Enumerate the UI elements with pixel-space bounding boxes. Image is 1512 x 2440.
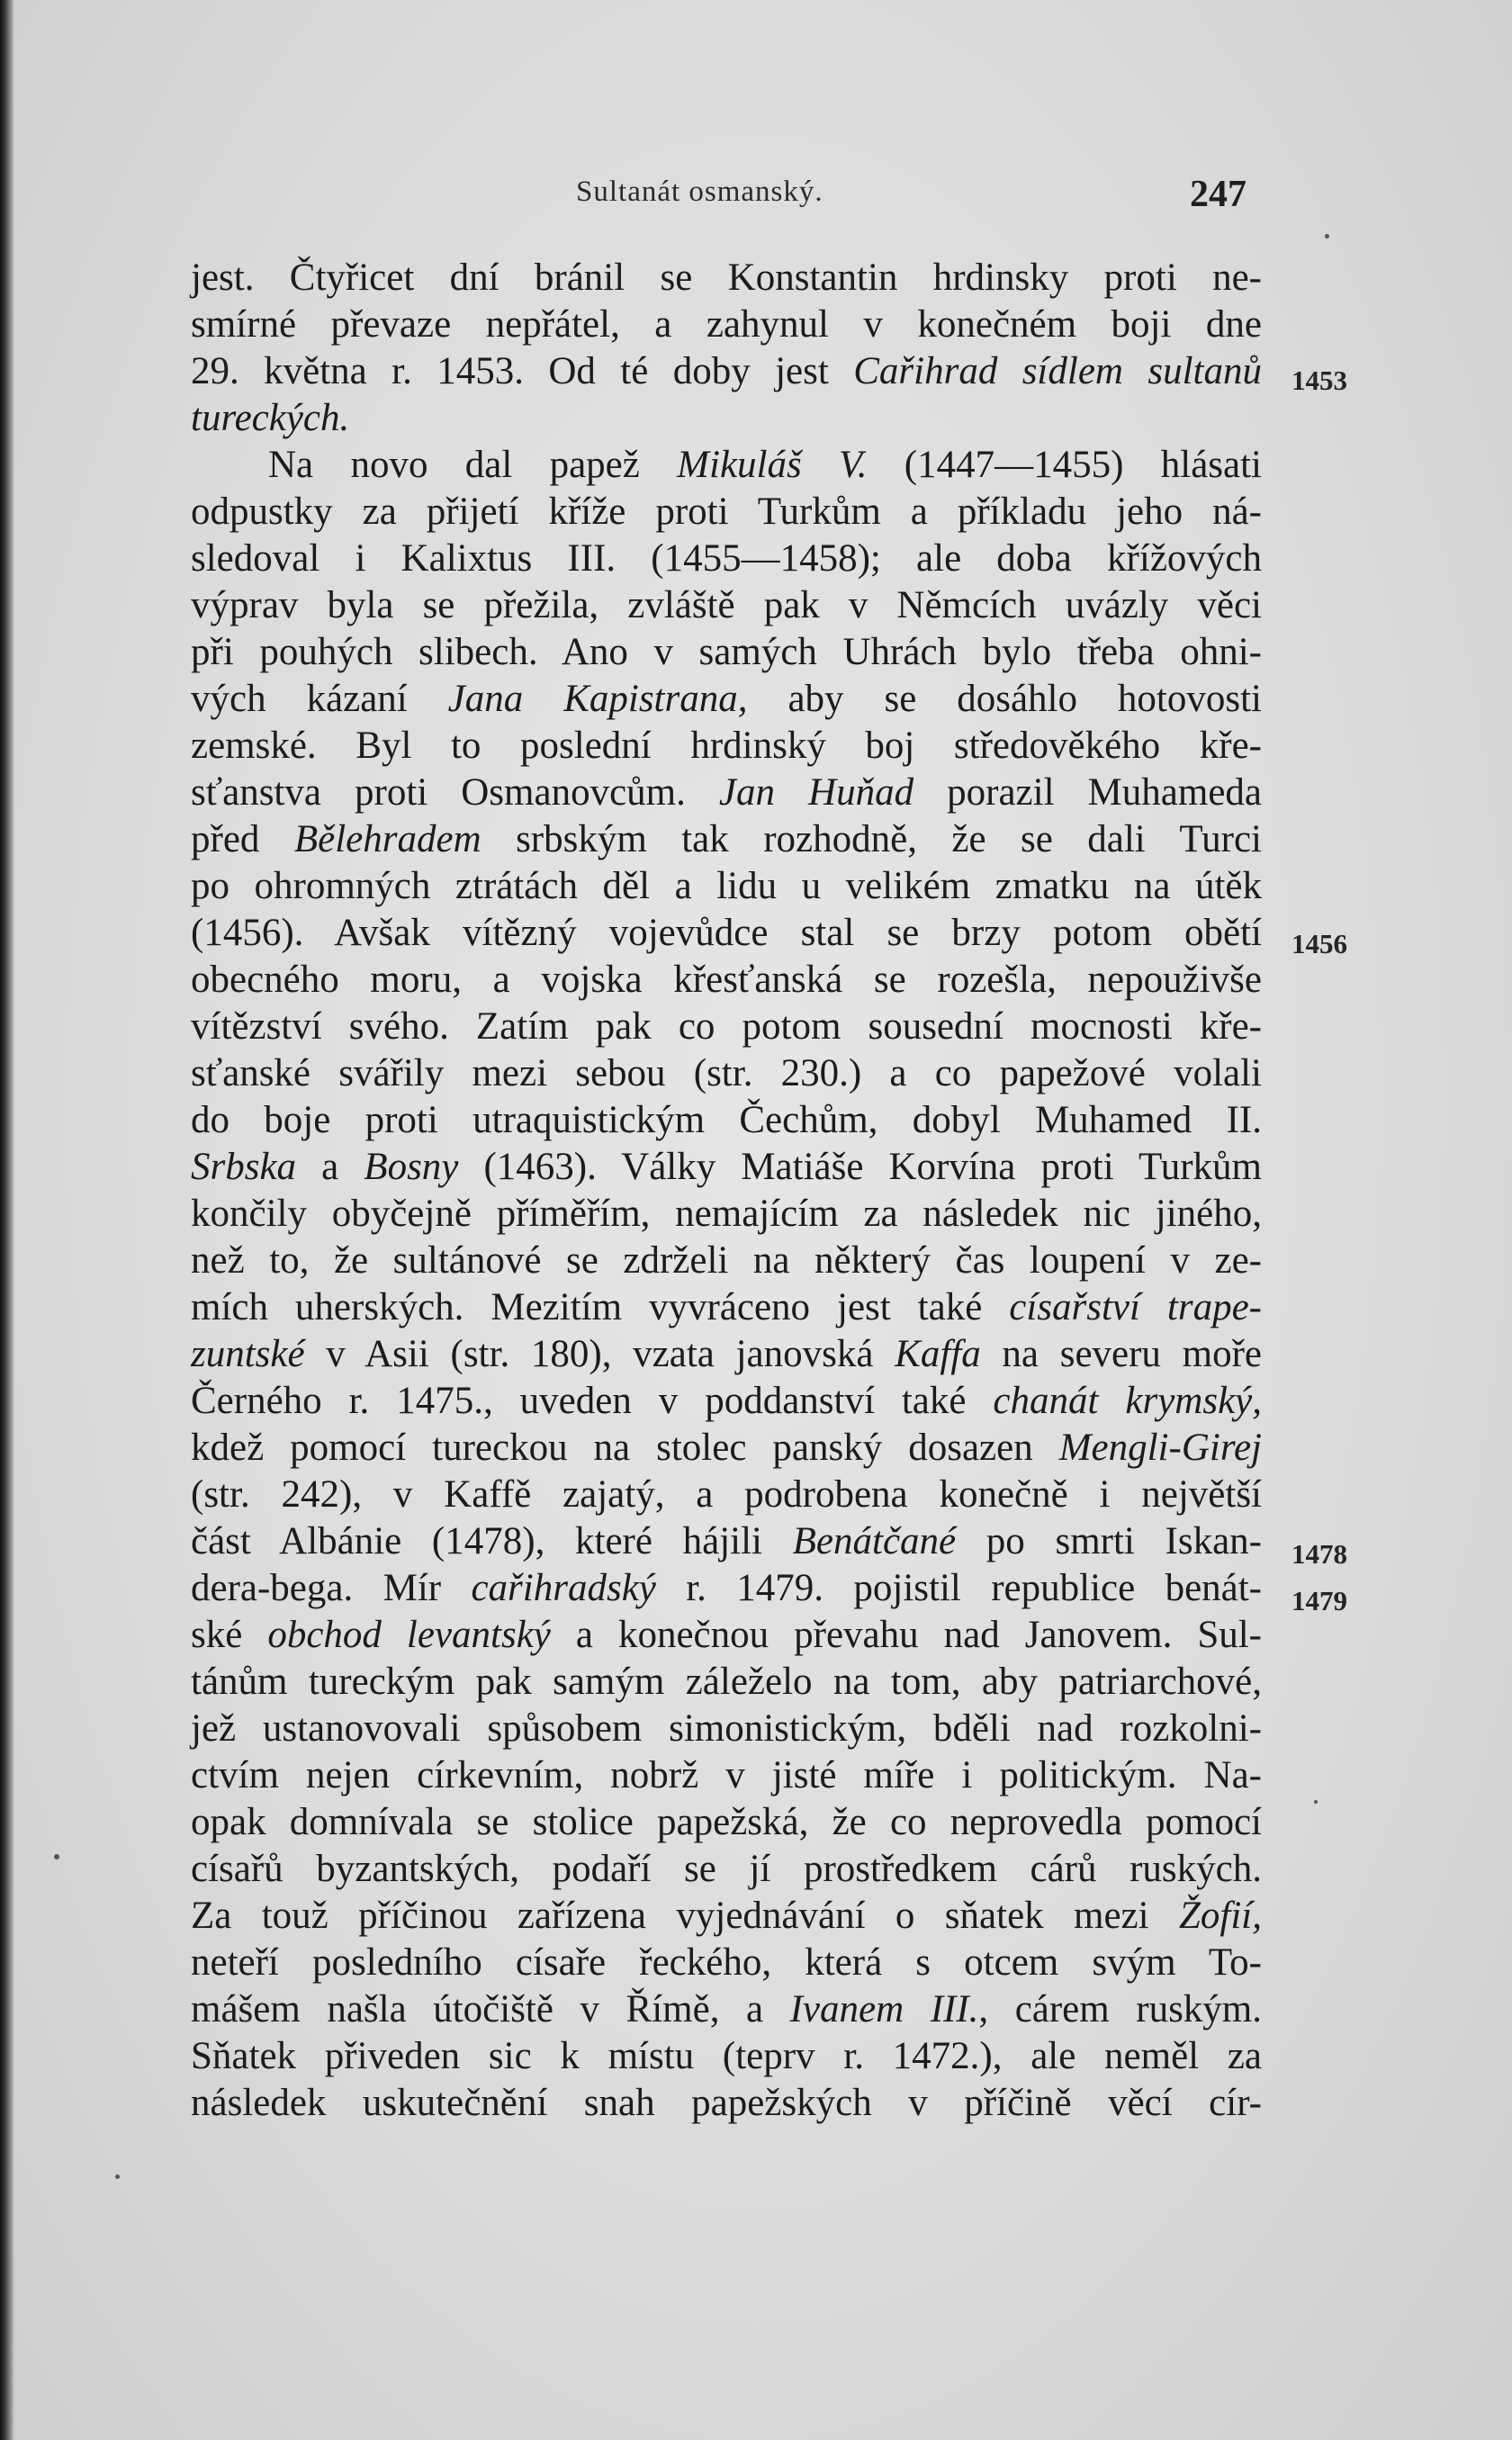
- text-line: [191, 1472, 1262, 1518]
- text-segment: vítězství svého. Zatím pak co potom sousední mocnosti kře-: [191, 1005, 1262, 1048]
- text-segment: na severu moře: [980, 1333, 1262, 1375]
- text-segment: následek uskutečnění snah papežských v příčině věcí cír-: [191, 2082, 1262, 2124]
- italic-term: Mikuláš V.: [677, 444, 868, 486]
- italic-term: Mengli-Girej: [1058, 1427, 1262, 1469]
- text-line: [191, 863, 1262, 910]
- text-line: [191, 1425, 1262, 1472]
- text-line: [191, 302, 1262, 348]
- text-line: [191, 723, 1262, 770]
- text-segment: opak domnívala se stolice papežská, že co neprovedla pomocí: [191, 1801, 1262, 1843]
- text-line: [191, 957, 1262, 1004]
- italic-term: Jana Kapistrana,: [447, 678, 748, 720]
- text-line: [191, 1144, 1262, 1191]
- italic-term: Srbska: [191, 1146, 297, 1188]
- text-line: [191, 1050, 1262, 1097]
- text-line: [191, 1706, 1262, 1752]
- text-segment: vých kázaní: [191, 678, 448, 720]
- page-binding-edge: [0, 0, 14, 2440]
- text-line: [191, 255, 1262, 302]
- text-segment: (1447—1455) hlásati: [867, 444, 1262, 486]
- text-segment: po ohromných ztrátách děl a lidu u velikém zmatku na útěk: [191, 865, 1262, 907]
- margin-year: 1479: [1292, 1585, 1347, 1616]
- text-line: [191, 442, 1262, 489]
- text-segment: ské: [191, 1614, 268, 1656]
- italic-term: cařihradský: [471, 1567, 656, 1609]
- text-segment: Na novo dal papež: [268, 444, 678, 486]
- text-segment: smírné převaze nepřátel, a zahynul v konečném boji dne: [191, 303, 1262, 346]
- text-segment: Sňatek přiveden sic k místu (teprv r. 1472.), ale neměl za: [191, 2035, 1262, 2077]
- text-segment: ctvím nejen církevním, nobrž v jisté míře i politickým. Na-: [191, 1754, 1262, 1796]
- text-segment: obecného moru, a vojska křesťanská se rozešla, nepouživše: [191, 959, 1262, 1001]
- text-segment: (1456). Avšak vítězný vojevůdce stal se brzy potom obětí: [191, 912, 1262, 954]
- text-line: [191, 1799, 1262, 1846]
- italic-term: Jan Huňad: [718, 771, 914, 814]
- italic-term: obchod levantský: [267, 1614, 551, 1656]
- text-line: [191, 582, 1262, 629]
- text-segment: aby se dosáhlo hotovosti: [747, 678, 1262, 720]
- text-segment: tánům tureckým pak samým záleželo na tom, aby patriarchové,: [191, 1661, 1262, 1703]
- text-segment: mášem našla útočiště v Římě, a: [191, 1988, 790, 2030]
- text-segment: při pouhých slibech. Ano v samých Uhrách bylo třeba ohni-: [191, 631, 1262, 673]
- margin-year: 1478: [1292, 1538, 1347, 1570]
- running-head: Sultanát osmanský.: [576, 176, 824, 208]
- text-line: [191, 910, 1262, 957]
- italic-term: Bělehradem: [293, 818, 482, 860]
- scan-speck: [54, 1854, 59, 1859]
- italic-term: Bosny: [364, 1146, 459, 1188]
- italic-term: zuntské: [191, 1333, 305, 1375]
- text-segment: neteří posledního císaře řeckého, která s otcem svým To-: [191, 1941, 1262, 1984]
- text-segment: jež ustanovovali spůsobem simonistickým, bděli nad rozkolni-: [191, 1707, 1262, 1750]
- scan-speck: [1325, 234, 1329, 239]
- text-segment: sťanské svářily mezi sebou (str. 230.) a co papežové volali: [191, 1052, 1262, 1094]
- italic-term: chanát krymský,: [993, 1380, 1262, 1422]
- page-number: 247: [1190, 174, 1246, 215]
- text-segment: zemské. Byl to poslední hrdinský boj středověkého kře-: [191, 725, 1262, 767]
- text-line: [191, 816, 1262, 863]
- text-segment: r. 1479. pojistil republice benát-: [655, 1567, 1263, 1609]
- italic-term: Cařihrad sídlem sultanů: [853, 350, 1262, 392]
- text-line: [191, 348, 1262, 395]
- text-segment: císařů byzantských, podaří se jí prostředkem cárů ruských.: [191, 1848, 1262, 1890]
- text-segment: mích uherských. Mezitím vyvráceno jest také: [191, 1286, 1010, 1328]
- scan-speck: [1314, 1800, 1318, 1804]
- text-segment: část Albánie (1478), které hájili: [191, 1520, 793, 1562]
- text-line: [191, 1518, 1262, 1565]
- text-segment: a konečnou převahu nad Janovem. Sul-: [550, 1614, 1262, 1656]
- text-segment: do boje proti utraquistickým Čechům, dobyl Muhamed II.: [191, 1099, 1262, 1141]
- italic-term: Benátčané: [792, 1520, 957, 1562]
- text-line: [191, 1659, 1262, 1706]
- text-line: [191, 1238, 1262, 1284]
- italic-term: tureckých.: [191, 397, 350, 439]
- text-line: [191, 1752, 1262, 1799]
- italic-term: Žofií,: [1178, 1895, 1262, 1937]
- text-segment: (1463). Války Matiáše Korvína proti Turkům: [458, 1146, 1262, 1188]
- text-segment: porazil Muhameda: [914, 771, 1262, 814]
- text-segment: dera-bega. Mír: [191, 1567, 472, 1609]
- text-line: [191, 1097, 1262, 1144]
- text-line: [191, 1986, 1262, 2033]
- text-line: [191, 1846, 1262, 1893]
- text-line: [191, 1893, 1262, 1940]
- scan-speck: [115, 2174, 120, 2179]
- margin-year: 1453: [1292, 365, 1347, 396]
- text-segment: než to, že sultánové se zdrželi na některý čas loupení v ze-: [191, 1239, 1262, 1282]
- text-line: [191, 2080, 1262, 2127]
- text-line: [191, 1284, 1262, 1331]
- italic-term: císařství trape-: [1009, 1286, 1262, 1328]
- text-segment: a: [296, 1146, 364, 1188]
- text-segment: 29. května r. 1453. Od té doby jest: [191, 350, 854, 392]
- text-segment: odpustky za přijetí kříže proti Turkům a příkladu jeho ná-: [191, 491, 1262, 533]
- text-line: [191, 676, 1262, 723]
- italic-term: Kaffa: [895, 1333, 981, 1375]
- text-line: [191, 1004, 1262, 1050]
- text-line: [191, 1612, 1262, 1659]
- margin-year: 1456: [1292, 928, 1347, 959]
- text-segment: v Asii (str. 180), vzata janovská: [304, 1333, 896, 1375]
- text-segment: jest. Čtyřicet dní bránil se Konstantin hrdinsky proti ne-: [191, 257, 1262, 299]
- italic-term: Ivanem III.: [789, 1988, 979, 2030]
- text-line: [191, 1940, 1262, 1986]
- text-segment: výprav byla se přežila, zvláště pak v Němcích uvázly věci: [191, 584, 1262, 626]
- text-line: [191, 1565, 1262, 1612]
- text-line: [191, 2033, 1262, 2080]
- text-segment: sťanstva proti Osmanovcům.: [191, 771, 719, 814]
- body-text: [191, 255, 1262, 2127]
- text-segment: po smrti Iskan-: [956, 1520, 1263, 1562]
- text-segment: končily obyčejně příměřím, nemajícím za následek nic jiného,: [191, 1193, 1262, 1235]
- text-segment: Za touž příčinou zařízena vyjednávání o sňatek mezi: [191, 1895, 1179, 1937]
- text-line: [191, 770, 1262, 816]
- text-line: [191, 1331, 1262, 1378]
- text-line: [191, 489, 1262, 536]
- text-segment: kdež pomocí tureckou na stolec panský dosazen: [191, 1427, 1059, 1469]
- text-line: [191, 1378, 1262, 1425]
- text-line: [191, 536, 1262, 582]
- text-segment: srbským tak rozhodně, že se dali Turci: [481, 818, 1263, 860]
- text-segment: před: [191, 818, 294, 860]
- text-segment: sledoval i Kalixtus III. (1455—1458); ale doba křížových: [191, 537, 1262, 580]
- text-segment: , cárem ruským.: [978, 1988, 1262, 2030]
- text-segment: Černého r. 1475., uveden v poddanství také: [191, 1380, 994, 1422]
- text-line: [191, 629, 1262, 676]
- text-segment: (str. 242), v Kaffě zajatý, a podrobena konečně i největší: [191, 1473, 1262, 1516]
- text-line: [191, 1191, 1262, 1238]
- text-line: [191, 395, 1262, 442]
